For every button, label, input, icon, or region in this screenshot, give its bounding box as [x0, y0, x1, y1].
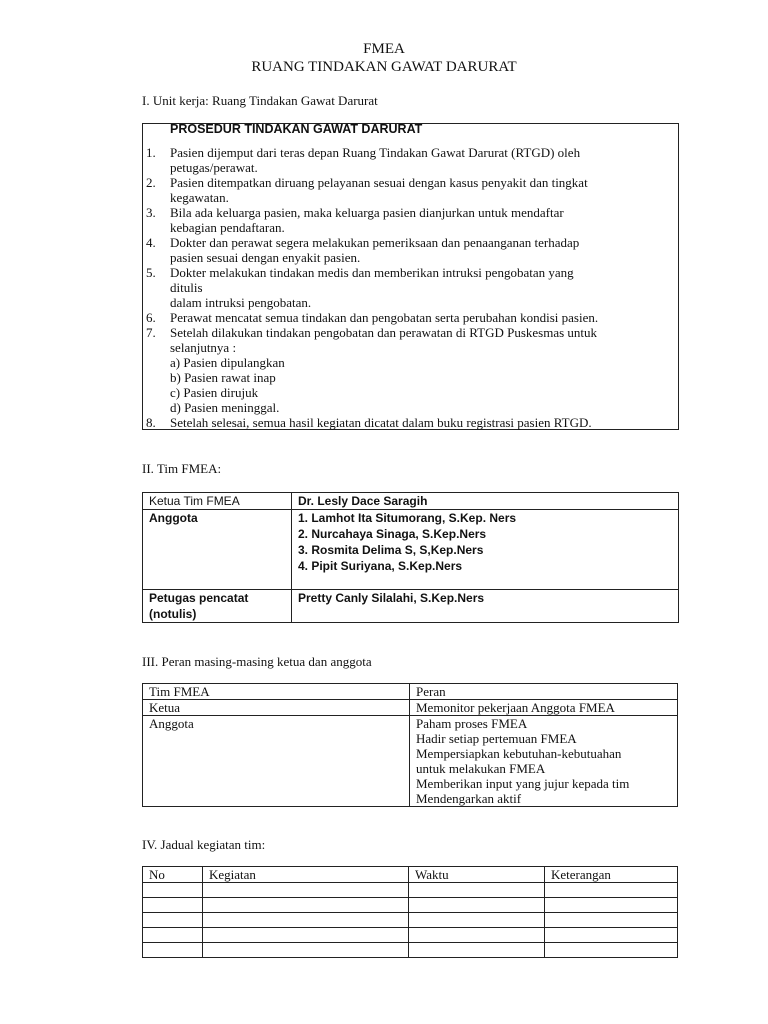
tim-fmea-table	[142, 492, 679, 623]
table-row	[143, 883, 678, 898]
peran-ketua-value: Memonitor pekerjaan Anggota FMEA	[410, 700, 678, 716]
ketua-label: Ketua Tim FMEA	[143, 493, 292, 510]
table-row	[143, 684, 678, 700]
table-row	[143, 510, 679, 590]
jadual-table	[142, 866, 678, 958]
procedure-item: 4. Dokter dan perawat segera melakukan pemeriksaan dan penaanganan terhadap pasien sesuai dengan enyakit pasien.	[146, 235, 580, 265]
anggota-list	[292, 510, 679, 590]
table-row	[143, 943, 678, 958]
anggota-item: 3. Rosmita Delima S, S,Kep.Ners	[298, 543, 484, 557]
procedure-list	[146, 145, 674, 430]
petugas-label: Petugas pencatat (notulis)	[143, 590, 292, 623]
procedure-item: 2. Pasien ditempatkan diruang pelayanan sesuai dengan kasus penyakit dan tingkat kegawatan.	[146, 175, 588, 205]
procedure-item: 1. Pasien dijemput dari teras depan Ruang Tindakan Gawat Darurat (RTGD) oleh petugas/perawat.	[146, 145, 581, 175]
anggota-item: 1. Lamhot Ita Situmorang, S.Kep. Ners	[298, 511, 517, 525]
peran-header-peran: Peran	[410, 684, 678, 700]
peran-anggota-values: Paham proses FMEA Hadir setiap pertemuan FMEA Mempersiapkan kebutuhan-kebutuahan untuk melakukan FMEA Memberikan input yang jujur kepada tim Mendengarkan aktif	[410, 716, 678, 807]
peran-anggota-label: Anggota	[143, 716, 410, 807]
section-unit-kerja: I. Unit kerja: Ruang Tindakan Gawat Darurat	[142, 93, 378, 108]
procedure-item: 3. Bila ada keluarga pasien, maka keluarga pasien dianjurkan untuk mendaftar kebagian pendaftaran.	[146, 205, 564, 235]
table-row	[143, 590, 679, 623]
document-subtitle: RUANG TINDAKAN GAWAT DARURAT	[251, 59, 517, 75]
section-peran: III. Peran masing-masing ketua dan anggota	[142, 654, 372, 669]
anggota-item: 2. Nurcahaya Sinaga, S.Kep.Ners	[298, 527, 487, 541]
procedure-heading: PROSEDUR TINDAKAN GAWAT DARURAT	[170, 122, 423, 136]
table-row	[143, 493, 679, 510]
section-tim-fmea: II. Tim FMEA:	[142, 461, 222, 476]
table-row	[143, 928, 678, 943]
peran-header-tim: Tim FMEA	[143, 684, 410, 700]
document-title: FMEA	[363, 41, 405, 57]
procedure-item: 8. Setelah selesai, semua hasil kegiatan dicatat dalam buku registrasi pasien RTGD.	[146, 415, 592, 430]
table-row	[143, 898, 678, 913]
jadual-header-no: No	[143, 867, 203, 883]
petugas-value: Pretty Canly Silalahi, S.Kep.Ners	[292, 590, 679, 623]
jadual-header-kegiatan: Kegiatan	[203, 867, 409, 883]
table-row	[143, 700, 678, 716]
table-row	[143, 867, 678, 883]
peran-ketua-label: Ketua	[143, 700, 410, 716]
table-row	[143, 716, 678, 807]
jadual-header-keterangan: Keterangan	[545, 867, 678, 883]
section-jadual: IV. Jadual kegiatan tim:	[142, 837, 266, 852]
ketua-value: Dr. Lesly Dace Saragih	[292, 493, 679, 510]
jadual-header-waktu: Waktu	[409, 867, 545, 883]
procedure-item: 6. Perawat mencatat semua tindakan dan pengobatan serta perubahan kondisi pasien.	[146, 310, 599, 325]
procedure-item: 7. Setelah dilakukan tindakan pengobatan dan perawatan di RTGD Puskesmas untuk selanjutnya : a) Pasien dipulangkan b) Pasien rawat inap c) Pasien dirujuk d) Pasien meninggal.	[146, 325, 598, 415]
table-row	[143, 913, 678, 928]
anggota-label: Anggota	[143, 510, 292, 590]
peran-table	[142, 683, 678, 807]
anggota-item: 4. Pipit Suriyana, S.Kep.Ners	[298, 559, 463, 573]
procedure-item: 5. Dokter melakukan tindakan medis dan memberikan intruksi pengobatan yang ditulis dalam intruksi pengobatan.	[146, 265, 574, 310]
